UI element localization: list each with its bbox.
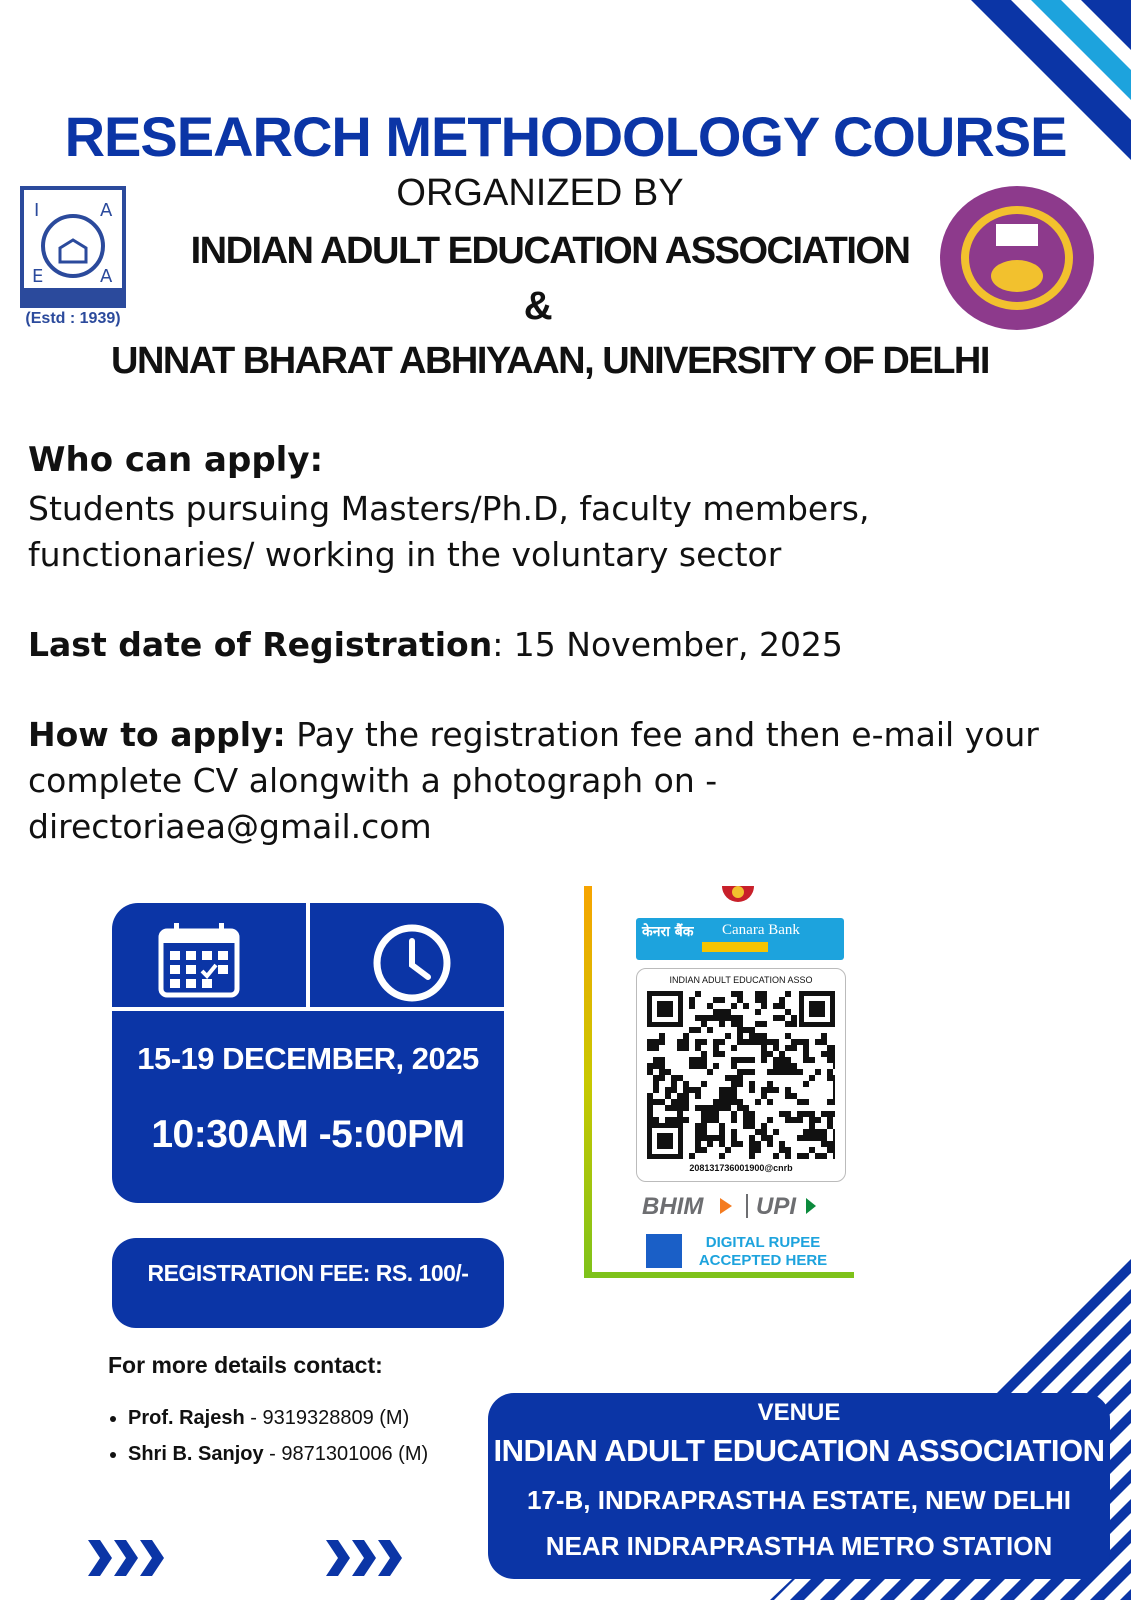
canara-emblem-icon	[718, 886, 758, 912]
who-can-apply-text: Students pursuing Masters/Ph.D, faculty members, functionaries/ working in the voluntary sector	[28, 489, 870, 574]
chevrons-right-icon	[86, 1536, 166, 1580]
payee-name: INDIAN ADULT EDUCATION ASSO	[669, 975, 813, 985]
contact-item	[128, 1436, 428, 1472]
iaea-established-year: (Estd : 1939)	[25, 310, 121, 327]
clock-icon	[372, 923, 452, 1003]
canara-bank-hindi: केनरा बैंक	[642, 924, 694, 940]
venue-card	[488, 1393, 1110, 1579]
organizer-ampersand: &	[523, 284, 552, 328]
contact-heading: For more details contact:	[108, 1352, 383, 1378]
registration-fee-badge: REGISTRATION FEE: RS. 100/-	[112, 1238, 504, 1328]
venue-label: VENUE	[757, 1399, 841, 1426]
course-dates: 15-19 DECEMBER, 2025	[137, 1041, 479, 1076]
upi-id: 208131736001900@cnrb	[689, 1163, 793, 1173]
bhim-upi-logo	[640, 1192, 840, 1220]
contact-name: Shri B. Sanjoy	[128, 1443, 264, 1465]
how-to-apply-label: How to apply:	[28, 715, 286, 754]
svg-text:I: I	[34, 200, 40, 221]
svg-text:A: A	[100, 266, 113, 287]
venue-name: INDIAN ADULT EDUCATION ASSOCIATION	[493, 1433, 1105, 1468]
contact-item	[128, 1400, 428, 1436]
course-time: 10:30AM -5:00PM	[151, 1113, 465, 1156]
canara-bank-english: Canara Bank	[722, 922, 800, 938]
last-date-label: Last date of Registration	[28, 625, 493, 664]
canara-bank-header	[636, 918, 844, 960]
qr-code-image[interactable]	[647, 991, 835, 1159]
organizer-iaea: INDIAN ADULT EDUCATION ASSOCIATION	[190, 230, 910, 272]
contact-list	[106, 1400, 428, 1472]
svg-text:UPI: UPI	[756, 1193, 797, 1220]
qr-card	[636, 968, 846, 1182]
contact-phone[interactable]: - 9319328809 (M)	[244, 1407, 410, 1429]
who-can-apply-heading: Who can apply:	[28, 440, 324, 480]
how-to-apply-text: Pay the registration fee and then e-mail your complete CV alongwith a photograph on - directoriaea@gmail.com	[28, 715, 1039, 846]
organized-by-label: ORGANIZED BY	[396, 172, 684, 214]
contact-phone[interactable]: - 9871301006 (M)	[263, 1443, 429, 1465]
contact-name: Prof. Rajesh	[128, 1407, 245, 1429]
svg-text:E: E	[32, 266, 44, 287]
payment-qr-panel	[570, 886, 860, 1288]
schedule-card	[112, 903, 504, 1203]
organizer-uba-du: UNNAT BHARAT ABHIYAAN, UNIVERSITY OF DELHI	[111, 340, 989, 382]
last-date-line	[28, 622, 843, 668]
chevrons-right-icon	[324, 1536, 404, 1580]
digital-rupee-text: DIGITAL RUPEE ACCEPTED HERE	[698, 1234, 828, 1269]
how-to-apply-paragraph	[28, 712, 1108, 850]
calendar-icon	[158, 921, 240, 999]
syndicate-tag	[702, 942, 768, 952]
last-date-value: : 15 November, 2025	[492, 625, 843, 664]
svg-text:A: A	[100, 200, 113, 221]
university-of-delhi-seal	[938, 184, 1096, 332]
svg-text:BHIM: BHIM	[642, 1193, 704, 1220]
venue-address: 17-B, INDRAPRASTHA ESTATE, NEW DELHI	[526, 1485, 1072, 1515]
iaea-logo	[20, 186, 126, 308]
course-title: RESEARCH METHODOLOGY COURSE	[64, 105, 1067, 168]
digital-rupee-icon	[646, 1234, 682, 1268]
venue-landmark: NEAR INDRAPRASTHA METRO STATION	[545, 1531, 1053, 1561]
